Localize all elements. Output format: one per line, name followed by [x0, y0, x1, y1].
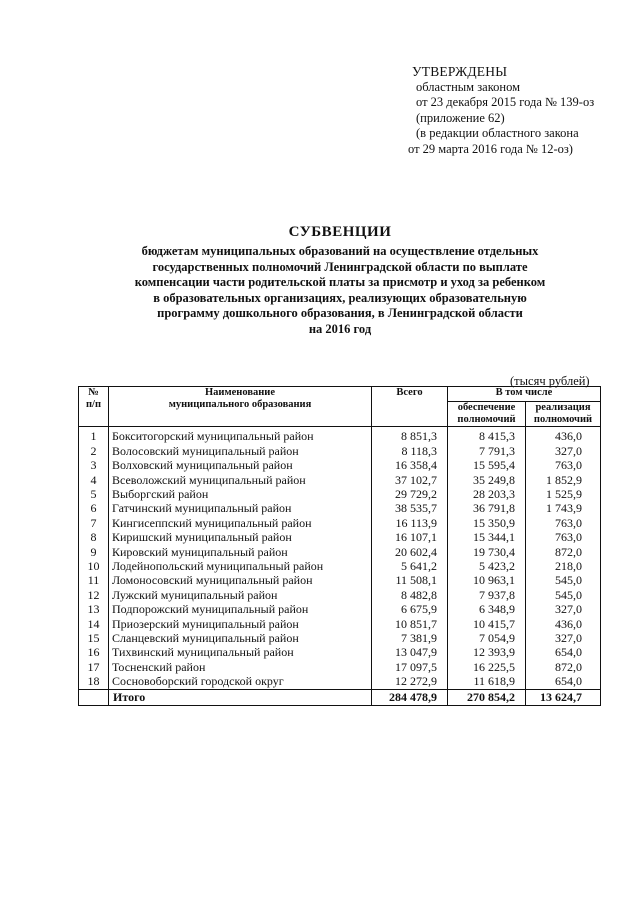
row-implementation: 763,0 [526, 458, 601, 472]
row-total: 29 729,2 [372, 487, 448, 501]
row-total: 8 482,8 [372, 588, 448, 602]
table-row [79, 516, 601, 530]
row-name: Тосненский район [109, 660, 372, 674]
table-row [79, 573, 601, 587]
table-row [79, 645, 601, 659]
row-total: 5 641,2 [372, 559, 448, 573]
row-implementation: 545,0 [526, 573, 601, 587]
total-number-cell [79, 689, 109, 705]
table-row [79, 545, 601, 559]
row-implementation: 1 743,9 [526, 501, 601, 515]
row-implementation: 218,0 [526, 559, 601, 573]
table-row [79, 458, 601, 472]
row-implementation: 1 852,9 [526, 473, 601, 487]
row-total: 16 113,9 [372, 516, 448, 530]
row-number: 11 [79, 573, 109, 587]
row-implementation: 327,0 [526, 602, 601, 616]
row-number: 2 [79, 444, 109, 458]
approval-line: (приложение 62) [416, 110, 505, 125]
row-name: Выборгский район [109, 487, 372, 501]
document-title [80, 224, 600, 337]
row-implementation: 1 525,9 [526, 487, 601, 501]
row-number: 18 [79, 674, 109, 689]
row-provision: 10 963,1 [448, 573, 526, 587]
row-total: 38 535,7 [372, 501, 448, 515]
subtitle-line: государственных полномочий Ленинградской области по выплате [152, 259, 528, 274]
title-subtitle [80, 244, 600, 337]
row-total: 6 675,9 [372, 602, 448, 616]
row-total: 20 602,4 [372, 545, 448, 559]
total-label: Итого [109, 689, 372, 705]
total-sum: 284 478,9 [372, 689, 448, 705]
row-total: 16 107,1 [372, 530, 448, 544]
subsidies-table [78, 386, 601, 706]
header-number: № п/п [79, 387, 109, 427]
table-row [79, 559, 601, 573]
row-provision: 15 595,4 [448, 458, 526, 472]
row-provision: 19 730,4 [448, 545, 526, 559]
row-number: 6 [79, 501, 109, 515]
row-implementation: 436,0 [526, 427, 601, 444]
approval-line: (в редакции областного закона [416, 126, 579, 140]
row-name: Приозерский муниципальный район [109, 617, 372, 631]
table-row [79, 444, 601, 458]
row-name: Сланцевский муниципальный район [109, 631, 372, 645]
row-provision: 7 791,3 [448, 444, 526, 458]
row-name: Волховский муниципальный район [109, 458, 372, 472]
row-number: 13 [79, 602, 109, 616]
approval-line: от 29 марта 2016 года № 12-оз) [408, 141, 573, 156]
row-number: 12 [79, 588, 109, 602]
table-row [79, 501, 601, 515]
row-total: 37 102,7 [372, 473, 448, 487]
row-provision: 5 423,2 [448, 559, 526, 573]
row-total: 10 851,7 [372, 617, 448, 631]
approval-line: областным законом [416, 79, 521, 94]
row-total: 13 047,9 [372, 645, 448, 659]
table-row [79, 674, 601, 689]
row-total: 16 358,4 [372, 458, 448, 472]
header-implementation: реализация полномочий [526, 402, 601, 427]
row-provision: 8 415,3 [448, 427, 526, 444]
table-row [79, 487, 601, 501]
row-name: Кингисеппский муниципальный район [109, 516, 372, 530]
row-number: 17 [79, 660, 109, 674]
row-name: Сосновоборский городской округ [109, 674, 372, 689]
row-number: 3 [79, 458, 109, 472]
table-row [79, 631, 601, 645]
row-name: Кировский муниципальный район [109, 545, 372, 559]
table-row [79, 660, 601, 674]
row-implementation: 763,0 [526, 516, 601, 530]
subtitle-line: программу дошкольного образования, в Ленинградской области [157, 306, 523, 320]
row-name: Ломоносовский муниципальный район [109, 573, 372, 587]
row-provision: 28 203,3 [448, 487, 526, 501]
row-total: 17 097,5 [372, 660, 448, 674]
row-implementation: 327,0 [526, 444, 601, 458]
subtitle-line: компенсации части родительской платы за присмотр и уход за ребенком [134, 275, 546, 289]
row-total: 8 118,3 [372, 444, 448, 458]
title-main: СУБВЕНЦИИ [288, 224, 392, 240]
table-row [79, 588, 601, 602]
header-total: Всего [372, 387, 448, 427]
row-implementation: 436,0 [526, 617, 601, 631]
row-implementation: 327,0 [526, 631, 601, 645]
header-including: В том числе [448, 387, 601, 402]
row-number: 15 [79, 631, 109, 645]
row-name: Лодейнопольский муниципальный район [109, 559, 372, 573]
row-name: Всеволожский муниципальный район [109, 473, 372, 487]
row-number: 4 [79, 473, 109, 487]
approval-stamp [408, 64, 595, 157]
row-provision: 35 249,8 [448, 473, 526, 487]
row-number: 16 [79, 645, 109, 659]
row-total: 12 272,9 [372, 674, 448, 689]
row-provision: 10 415,7 [448, 617, 526, 631]
table-row [79, 427, 601, 444]
table-row [79, 602, 601, 616]
row-name: Волосовский муниципальный район [109, 444, 372, 458]
row-total: 7 381,9 [372, 631, 448, 645]
table-row [79, 617, 601, 631]
header-provision: обеспечение полномочий [448, 402, 526, 427]
row-total: 8 851,3 [372, 427, 448, 444]
row-provision: 12 393,9 [448, 645, 526, 659]
total-row [79, 689, 601, 705]
row-number: 8 [79, 530, 109, 544]
row-name: Тихвинский муниципальный район [109, 645, 372, 659]
subtitle-line: бюджетам муниципальных образований на осуществление отдельных [141, 244, 539, 258]
row-name: Лужский муниципальный район [109, 588, 372, 602]
row-name: Гатчинский муниципальный район [109, 501, 372, 515]
row-provision: 15 344,1 [448, 530, 526, 544]
units-label: (тысяч рублей) [510, 374, 590, 388]
subtitle-line: в образовательных организациях, реализующих образовательную [153, 290, 527, 305]
row-implementation: 763,0 [526, 530, 601, 544]
row-number: 14 [79, 617, 109, 631]
row-number: 10 [79, 559, 109, 573]
row-implementation: 872,0 [526, 545, 601, 559]
row-provision: 36 791,8 [448, 501, 526, 515]
row-provision: 11 618,9 [448, 674, 526, 689]
row-number: 9 [79, 545, 109, 559]
row-total: 11 508,1 [372, 573, 448, 587]
total-provision: 270 854,2 [448, 689, 526, 705]
row-provision: 6 348,9 [448, 602, 526, 616]
subtitle-line: на 2016 год [308, 321, 372, 336]
row-provision: 16 225,5 [448, 660, 526, 674]
row-provision: 7 054,9 [448, 631, 526, 645]
row-implementation: 654,0 [526, 674, 601, 689]
row-implementation: 545,0 [526, 588, 601, 602]
row-name: Бокситогорский муниципальный район [109, 427, 372, 444]
header-name: Наименование муниципального образования [109, 387, 372, 427]
row-number: 7 [79, 516, 109, 530]
row-implementation: 654,0 [526, 645, 601, 659]
row-provision: 7 937,8 [448, 588, 526, 602]
approval-heading: УТВЕРЖДЕНЫ [412, 64, 508, 79]
row-implementation: 872,0 [526, 660, 601, 674]
table-row [79, 530, 601, 544]
row-number: 1 [79, 427, 109, 444]
row-number: 5 [79, 487, 109, 501]
row-provision: 15 350,9 [448, 516, 526, 530]
row-name: Подпорожский муниципальный район [109, 602, 372, 616]
approval-line: от 23 декабря 2015 года № 139-оз [416, 95, 595, 109]
row-name: Киришский муниципальный район [109, 530, 372, 544]
total-implementation: 13 624,7 [526, 689, 601, 705]
table-row [79, 473, 601, 487]
